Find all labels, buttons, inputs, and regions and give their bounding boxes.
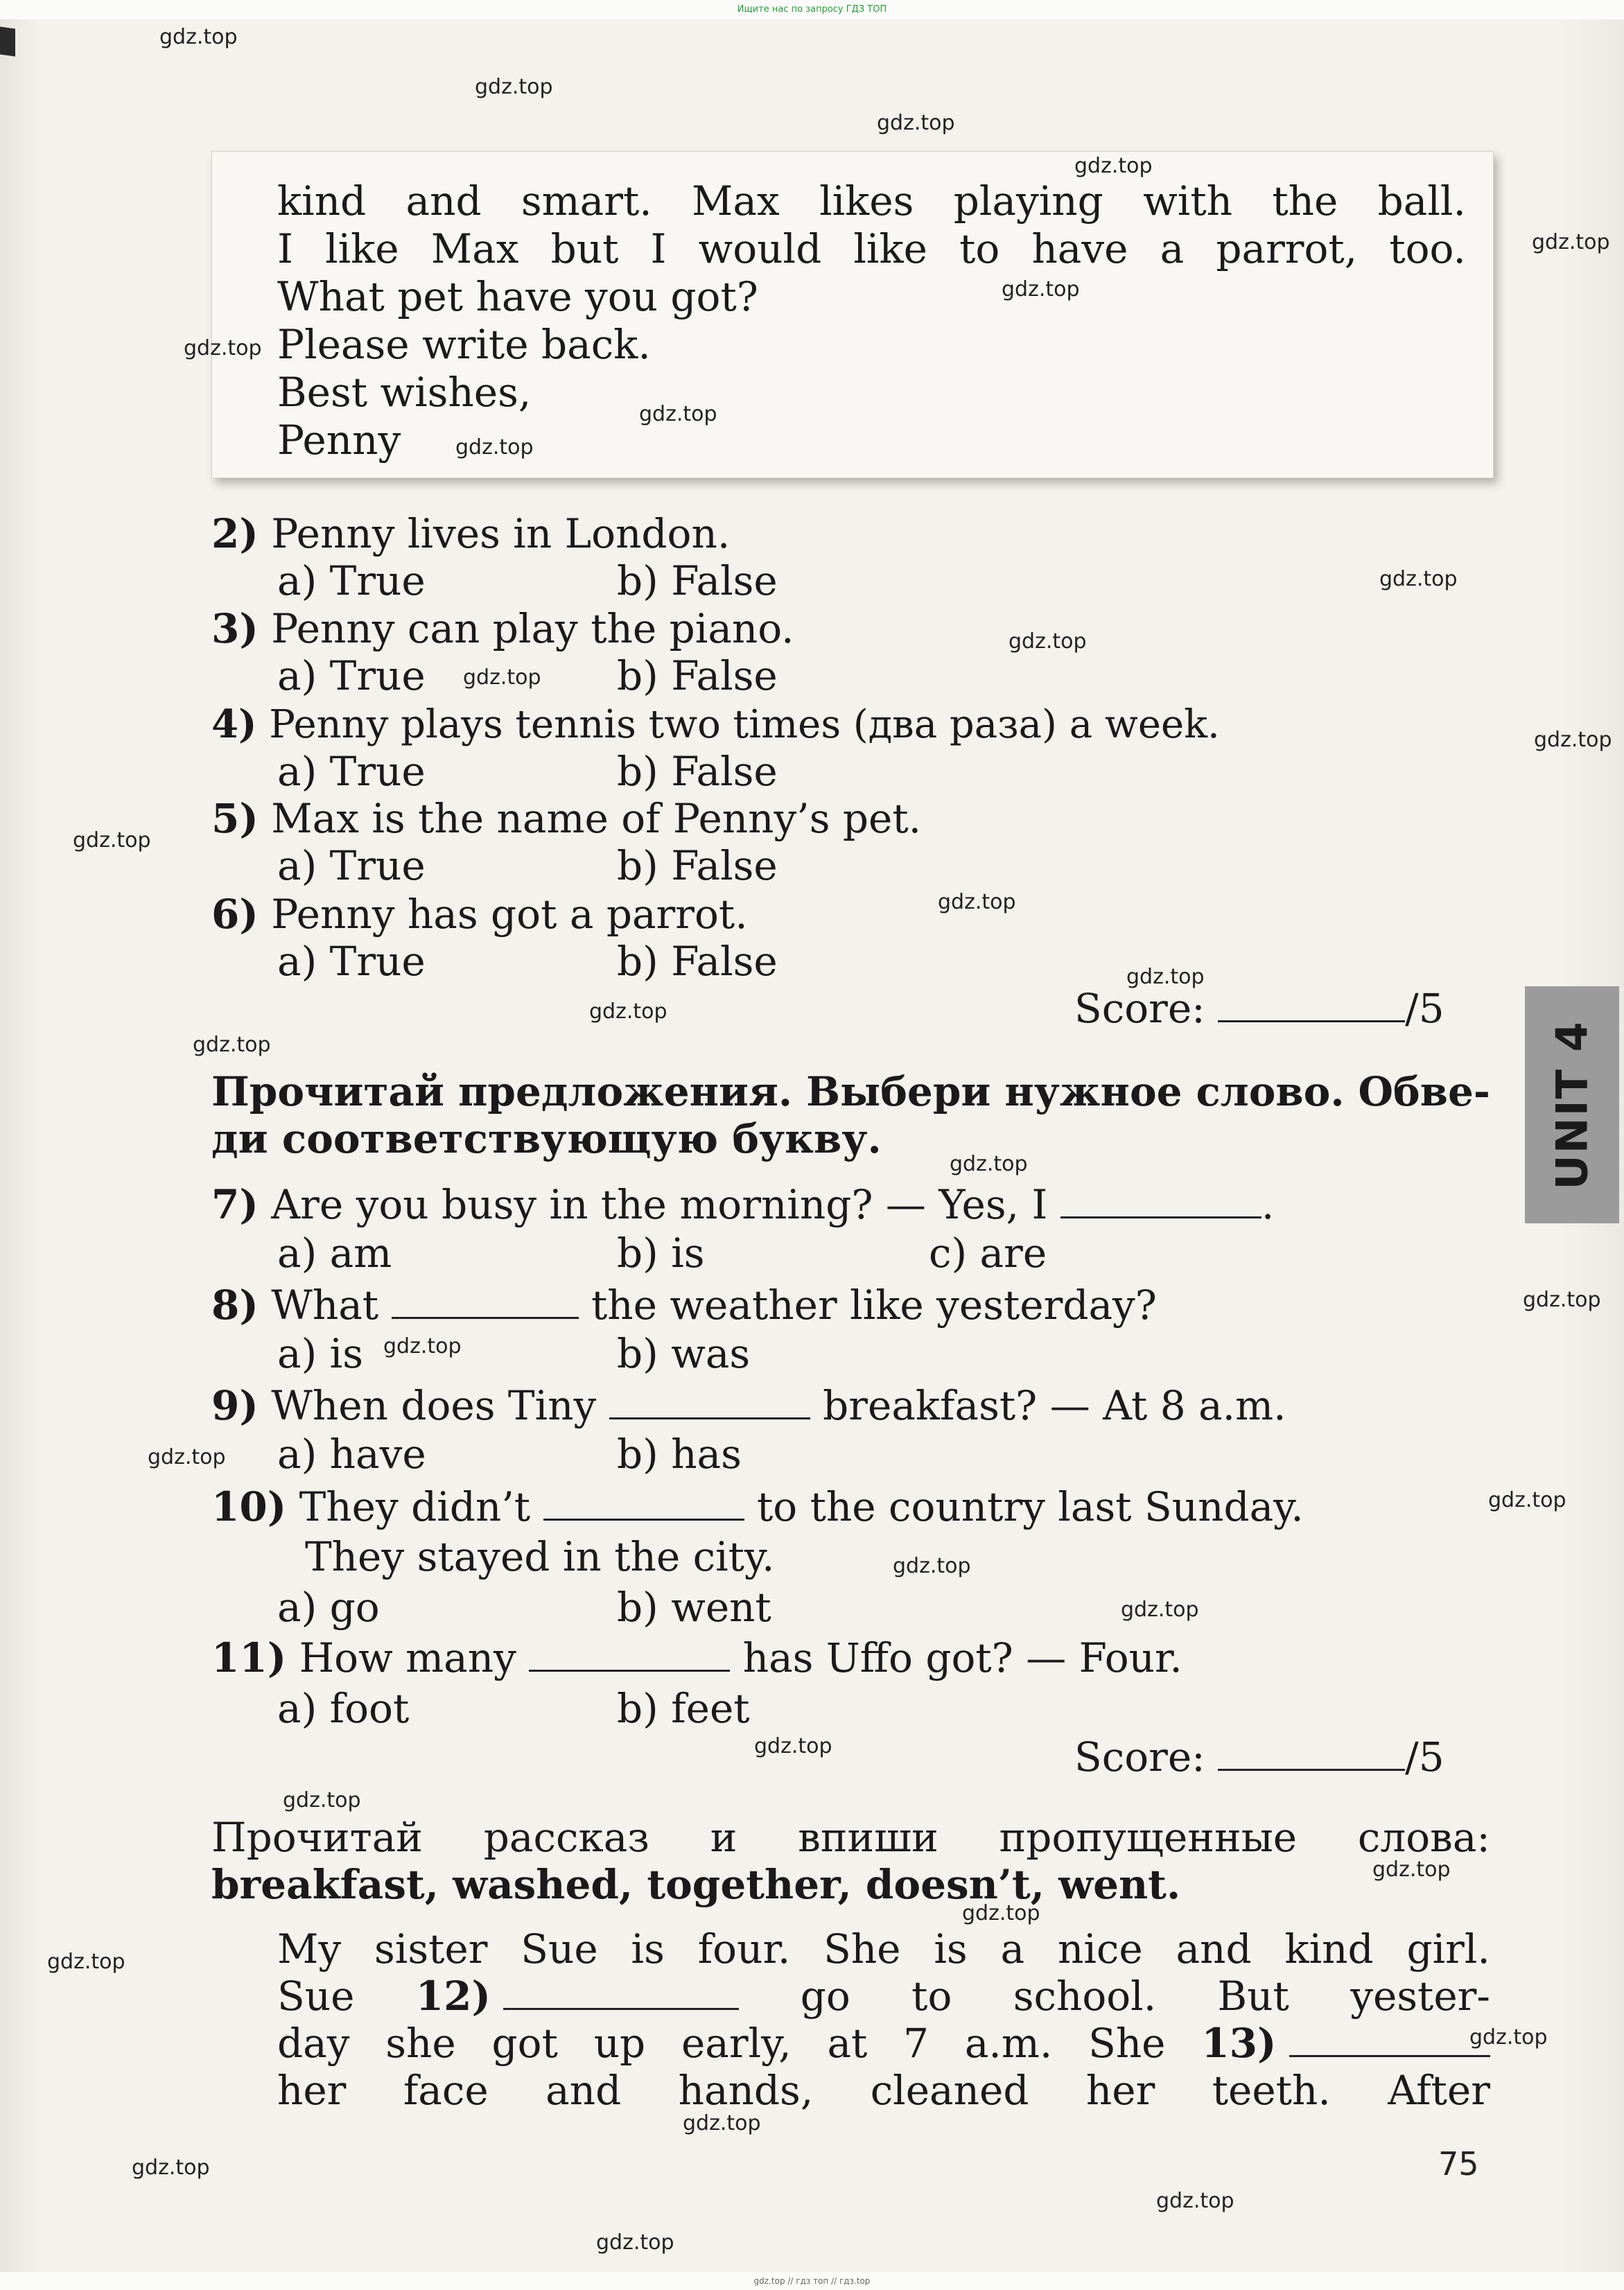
question-5-option-a: a) True — [277, 842, 426, 889]
question-2-option-b: b) False — [617, 557, 778, 604]
question-4-option-a: a) True — [277, 748, 426, 795]
watermark: gdz.top — [159, 25, 238, 49]
watermark: gdz.top — [938, 890, 1016, 914]
question-11: 11) How many has Uffo got? — Four. — [211, 1634, 1182, 1681]
watermark: gdz.top — [47, 1950, 125, 1974]
watermark: gdz.top — [589, 999, 667, 1024]
question-4: 4) Penny plays tennis two times (два раза) a week. — [211, 701, 1220, 747]
page-edge-mark — [0, 26, 15, 56]
watermark: gdz.top — [1379, 567, 1458, 591]
word: too. — [1389, 225, 1466, 272]
question-8-blank — [392, 1282, 579, 1319]
watermark: gdz.top — [1532, 230, 1610, 254]
watermark: gdz.top — [1372, 1858, 1451, 1882]
watermark: gdz.top — [1074, 154, 1153, 178]
question-8-option-b: b) was — [617, 1330, 751, 1377]
watermark: gdz.top — [877, 111, 955, 135]
question-7-option-c: c) are — [929, 1230, 1047, 1277]
question-3-option-a: a) True — [277, 652, 426, 699]
question-6: 6) Penny has got a parrot. — [211, 891, 748, 938]
story-line-4: her face and hands, cleaned her teeth. After — [277, 2067, 1490, 2114]
watermark: gdz.top — [455, 435, 534, 460]
watermark: gdz.top — [73, 828, 151, 853]
watermark: gdz.top — [1469, 2025, 1548, 2049]
question-10-blank — [543, 1484, 744, 1521]
question-7-option-b: b) is — [617, 1230, 705, 1277]
question-4-option-b: b) False — [617, 748, 778, 795]
word: playing — [953, 177, 1103, 225]
watermark: gdz.top — [1121, 1598, 1199, 1622]
question-11-option-a: a) foot — [277, 1685, 410, 1732]
word: would — [698, 225, 822, 272]
watermark: gdz.top — [148, 1445, 226, 1469]
question-6-option-b: b) False — [617, 938, 778, 985]
footer-note: gdz.top // гдз топ // гдз.top — [753, 2276, 871, 2286]
watermark: gdz.top — [1156, 2189, 1234, 2213]
question-9-option-b: b) has — [617, 1431, 742, 1478]
watermark: gdz.top — [1009, 629, 1087, 654]
question-8-option-a: a) is — [277, 1330, 363, 1377]
watermark: gdz.top — [1534, 728, 1612, 752]
letter-line-6: Penny — [277, 417, 401, 464]
gap-12-blank — [503, 1973, 739, 2010]
letter-line-1 — [277, 177, 1466, 225]
score-2-blank — [1218, 1734, 1405, 1771]
watermark: gdz.top — [893, 1554, 971, 1578]
question-5: 5) Max is the name of Penny’s pet. — [211, 795, 922, 842]
watermark: gdz.top — [962, 1901, 1040, 1925]
word: parrot, — [1216, 225, 1358, 272]
letter-line-2 — [277, 225, 1466, 273]
question-7: 7) Are you busy in the morning? — Yes, I . — [211, 1181, 1275, 1228]
question-10-option-b: b) went — [617, 1584, 771, 1631]
question-11-blank — [529, 1635, 730, 1672]
question-8: 8) What the weather like yesterday? — [211, 1282, 1157, 1329]
word: with — [1143, 177, 1232, 225]
question-5-option-b: b) False — [617, 842, 778, 889]
letter-line-5: Best wishes, — [277, 369, 532, 416]
watermark: gdz.top — [950, 1152, 1028, 1176]
gap-13-blank — [1289, 2020, 1490, 2057]
instruction-3-line-1: Прочитай рассказ и впиши пропущенные слова: — [211, 1814, 1490, 1861]
watermark: gdz.top — [283, 1788, 361, 1812]
word: smart. — [521, 177, 652, 225]
word: kind — [277, 177, 367, 225]
story-line-2: Sue 12) go to school. But yester- — [277, 1973, 1490, 2020]
watermark: gdz.top — [383, 1334, 462, 1358]
watermark: gdz.top — [1523, 1288, 1601, 1312]
watermark: gdz.top — [754, 1734, 832, 1758]
watermark: gdz.top — [184, 336, 262, 360]
header-note: Ищите нас по запросу ГДЗ ТОП — [737, 4, 887, 15]
question-10: 10) They didn’t to the country last Sunday. — [211, 1483, 1304, 1530]
word: ball. — [1377, 177, 1466, 225]
word: the — [1272, 177, 1338, 225]
question-10-line-2: They stayed in the city. — [305, 1533, 775, 1580]
watermark: gdz.top — [639, 402, 717, 426]
question-7-option-a: a) am — [277, 1230, 392, 1277]
watermark: gdz.top — [1488, 1488, 1566, 1512]
question-6-option-a: a) True — [277, 938, 426, 985]
watermark: gdz.top — [1126, 965, 1205, 989]
story-line-1: My sister Sue is four. She is a nice and kind girl. — [277, 1925, 1490, 1973]
word: a — [1160, 225, 1185, 272]
word: likes — [819, 177, 914, 225]
question-3: 3) Penny can play the piano. — [211, 605, 794, 652]
watermark: gdz.top — [1002, 277, 1080, 301]
instruction-3-word-list: breakfast, washed, together, doesn’t, went. — [211, 1861, 1181, 1908]
letter-line-3: What pet have you got? — [277, 273, 758, 320]
word: and — [405, 177, 482, 225]
question-2-option-a: a) True — [277, 557, 426, 604]
word: to — [959, 225, 1000, 272]
word: Max — [430, 225, 519, 272]
word: I — [277, 225, 293, 272]
story-line-3: day she got up early, at 7 a.m. She 13) — [277, 2019, 1490, 2068]
watermark: gdz.top — [193, 1033, 271, 1057]
question-9-option-a: a) have — [277, 1431, 426, 1478]
question-10-option-a: a) go — [277, 1584, 380, 1631]
question-3-option-b: b) False — [617, 652, 778, 699]
unit-label: UNIT 4 — [1546, 1020, 1598, 1190]
word: I — [650, 225, 667, 272]
watermark: gdz.top — [463, 665, 541, 690]
question-9-blank — [609, 1383, 810, 1419]
question-7-blank — [1060, 1182, 1261, 1218]
instruction-2-line-2: ди соответствующую букву. — [211, 1115, 882, 1162]
watermark: gdz.top — [596, 2230, 674, 2255]
word: Max — [692, 177, 780, 225]
word: but — [550, 225, 619, 272]
word: like — [853, 225, 927, 272]
score-2: Score: /5 — [1074, 1733, 1444, 1781]
unit-tab — [1525, 986, 1619, 1223]
watermark: gdz.top — [132, 2156, 210, 2180]
score-1: Score: /5 — [1074, 985, 1444, 1032]
question-11-option-b: b) feet — [617, 1685, 750, 1732]
watermark: gdz.top — [475, 75, 553, 99]
question-9: 9) When does Tiny breakfast? — At 8 a.m. — [211, 1382, 1286, 1429]
word: have — [1031, 225, 1128, 272]
page-number: 75 — [1438, 2145, 1479, 2183]
instruction-2-line-1: Прочитай предложения. Выбери нужное слово. Обве- — [211, 1068, 1490, 1115]
watermark: gdz.top — [683, 2111, 761, 2135]
letter-line-4: Please write back. — [277, 321, 651, 368]
word: like — [325, 225, 399, 272]
score-1-blank — [1218, 986, 1405, 1022]
question-2: 2) Penny lives in London. — [211, 510, 731, 557]
